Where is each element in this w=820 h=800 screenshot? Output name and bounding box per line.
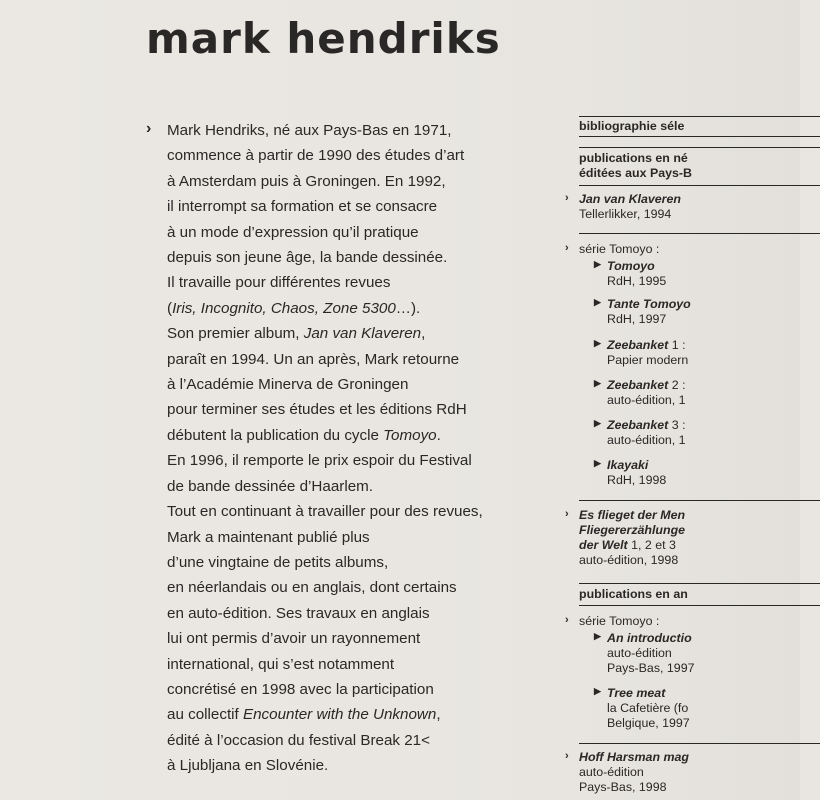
divider [579, 500, 820, 501]
triangle-right-icon: ▶ [594, 297, 601, 307]
biblio-entry-introduction: An introductio auto-édition Pays-Bas, 1997 [607, 631, 695, 675]
text-line: de bande dessinée d’Haarlem. [167, 477, 374, 495]
text-line: Tout en continuant à travailler pour des revues, [167, 503, 483, 521]
biblio-entry-zeebanket-1: Zeebanket 1 : Papier modern [607, 338, 689, 367]
divider [579, 233, 820, 234]
text-line: à Ljubljana en Slovénie. [167, 757, 329, 775]
bibliography-column [565, 0, 800, 800]
chevron-right-icon: › [565, 614, 569, 626]
text-line: Son premier album, Jan van Klaveren, [167, 325, 426, 343]
text-line: commence à partir de 1990 des études d’art [167, 147, 465, 165]
chevron-right-icon: › [565, 192, 569, 204]
text-line: édité à l’occasion du festival Break 21< [167, 731, 430, 749]
chevron-right-icon: › [565, 508, 569, 520]
section-heading-english: publications en an [579, 583, 820, 606]
biblio-entry-tree-meat: Tree meat la Cafetière (fo Belgique, 1997 [607, 686, 690, 730]
text-line: (Iris, Incognito, Chaos, Zone 5300…). [167, 299, 421, 317]
biblio-entry-tomoyo: Tomoyo RdH, 1995 [607, 259, 667, 288]
text-line: en néerlandais ou en anglais, dont certains [167, 579, 457, 597]
biblio-entry-ikayaki: Ikayaki RdH, 1998 [607, 458, 667, 487]
divider [579, 743, 820, 744]
bibliography-heading: bibliographie séle [579, 116, 820, 137]
triangle-right-icon: ▶ [594, 338, 601, 348]
text-line: en auto-édition. Ses travaux en anglais [167, 604, 430, 622]
text-line: paraît en 1994. Un an après, Mark retourne [167, 350, 460, 368]
chevron-right-icon: › [565, 242, 569, 254]
text-line: à un mode d’expression qu’il pratique [167, 223, 419, 241]
text-line: d’une vingtaine de petits albums, [167, 553, 389, 571]
text-line: international, qui s’est notamment [167, 655, 395, 673]
text-line: à Amsterdam puis à Groningen. En 1992, [167, 172, 446, 190]
triangle-right-icon: ▶ [594, 631, 601, 641]
text-line: il interrompt sa formation et se consacre [167, 198, 438, 216]
triangle-right-icon: ▶ [594, 259, 601, 269]
text-line: à l’Académie Minerva de Groningen [167, 376, 409, 394]
text-line: lui ont permis d’avoir un rayonnement [167, 630, 421, 648]
text-line: pour terminer ses études et les éditions RdH [167, 401, 467, 419]
chevron-right-icon: › [146, 120, 152, 137]
serie-label: série Tomoyo : [579, 242, 660, 256]
biblio-entry-tante: Tante Tomoyo RdH, 1997 [607, 297, 691, 326]
text-line: Il travaille pour différentes revues [167, 274, 391, 292]
text-line: débutent la publication du cycle Tomoyo. [167, 426, 441, 444]
triangle-right-icon: ▶ [594, 686, 601, 696]
triangle-right-icon: ▶ [594, 458, 601, 468]
text-line: En 1996, il remporte le prix espoir du Festival [167, 452, 472, 470]
text-line: Mark a maintenant publié plus [167, 528, 370, 546]
text-line: concrétisé en 1998 avec la participation [167, 680, 434, 698]
biography-text [167, 118, 547, 779]
text-line: depuis son jeune âge, la bande dessinée. [167, 249, 448, 267]
text-line: Mark Hendriks, né aux Pays-Bas en 1971, [167, 122, 452, 139]
biblio-entry-es-flieget: Es flieget der Men Fliegererzählunge der Welt 1, 2 et 3 auto-édition, 1998 [579, 508, 686, 567]
page-title: mark hendriks [146, 14, 501, 63]
biblio-entry-zeebanket-2: Zeebanket 2 : auto-édition, 1 [607, 378, 686, 407]
triangle-right-icon: ▶ [594, 378, 601, 388]
triangle-right-icon: ▶ [594, 418, 601, 428]
biblio-entry-zeebanket-3: Zeebanket 3 : auto-édition, 1 [607, 418, 686, 447]
text-line: au collectif Encounter with the Unknown, [167, 706, 441, 724]
section-heading-dutch: publications en né éditées aux Pays-B [579, 147, 820, 181]
divider [579, 185, 820, 186]
chevron-right-icon: › [565, 750, 569, 762]
biblio-entry-jan: Jan van Klaveren Tellerlikker, 1994 [579, 192, 681, 221]
biblio-entry-hoff-harsman: Hoff Harsman mag auto-édition Pays-Bas, 1998 [579, 750, 689, 794]
serie2-label: série Tomoyo : [579, 614, 660, 628]
